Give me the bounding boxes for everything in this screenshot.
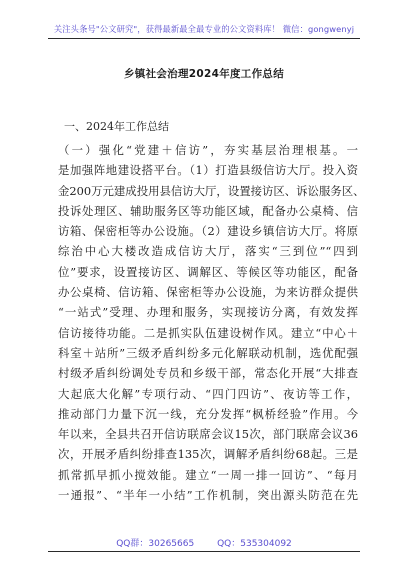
text-line: 推动部门力量下沉一线，充分发挥“枫桥经验”作用。今 bbox=[58, 406, 358, 421]
text-line: “一站式”受理、办理和服务，实现接访分离，有效发挥 bbox=[58, 305, 358, 320]
footer-divider bbox=[48, 551, 360, 552]
text-line: 办公桌椅、信访箱、保密柜等办公设施，为来访群众提供 bbox=[58, 285, 358, 300]
text-line: 一通报”、“半年一小结”工作机制，突出源头防范在先 bbox=[58, 488, 358, 503]
footer-contact bbox=[0, 536, 408, 549]
footer-qq-number: QQ：535304092 bbox=[217, 539, 292, 549]
text-line: 年以来，全县共召开信访联席会议15次，部门联席会议36 bbox=[58, 427, 358, 442]
text-line: 科室＋站所”三级矛盾纠纷多元化解联动机制，选优配强 bbox=[58, 345, 358, 360]
header-divider bbox=[48, 38, 360, 39]
text-line: 访箱、保密柜等办公设施。（2）建设乡镇信访大厅。将原 bbox=[58, 224, 358, 239]
header-banner: 关注头条号"公文研究"，获得最新最全最专业的公文资料库！ 微信：gongwenyj bbox=[53, 24, 355, 34]
text-line: 是加强阵地建设搭平台。（1）打造县级信访大厅。投入资 bbox=[58, 163, 358, 178]
text-line: 大起底大化解”专项行动、“四门四访”、夜访等工作， bbox=[58, 386, 358, 401]
text-line: 综治中心大楼改造成信访大厅，落实“三到位”“四到 bbox=[58, 244, 358, 259]
text-line: 次，开展矛盾纠纷排查135次，调解矛盾纠纷68起。三是 bbox=[58, 447, 358, 462]
text-line: 信访接待功能。二是抓实队伍建设树作风。建立“中心＋ bbox=[58, 325, 358, 340]
text-line: 村级矛盾纠纷调处专员和乡级干部，常态化开展“大排查 bbox=[58, 366, 358, 381]
body-paragraph bbox=[58, 140, 365, 505]
text-line: 抓常抓早抓小搅效能。建立“一周一排一回访”、“每月 bbox=[58, 467, 358, 482]
text-line: （一）强化“党建＋信访”，夯实基层治理根基。一 bbox=[58, 143, 358, 157]
footer-qq-group: QQ群：30265665 bbox=[116, 539, 195, 549]
text-line: 位”要求，设置接访区、调解区、等候区等功能区，配备 bbox=[58, 264, 358, 279]
text-line: 投诉处理区、辅助服务区等功能区域，配备办公桌椅、信 bbox=[58, 203, 358, 218]
text-line: 金200万元建成投用县信访大厅，设置接访区、诉讼服务区、 bbox=[58, 183, 365, 198]
section-heading: 一、2024年工作总结 bbox=[64, 120, 169, 133]
document-title: 乡镇社会治理2024年度工作总结 bbox=[123, 68, 285, 80]
